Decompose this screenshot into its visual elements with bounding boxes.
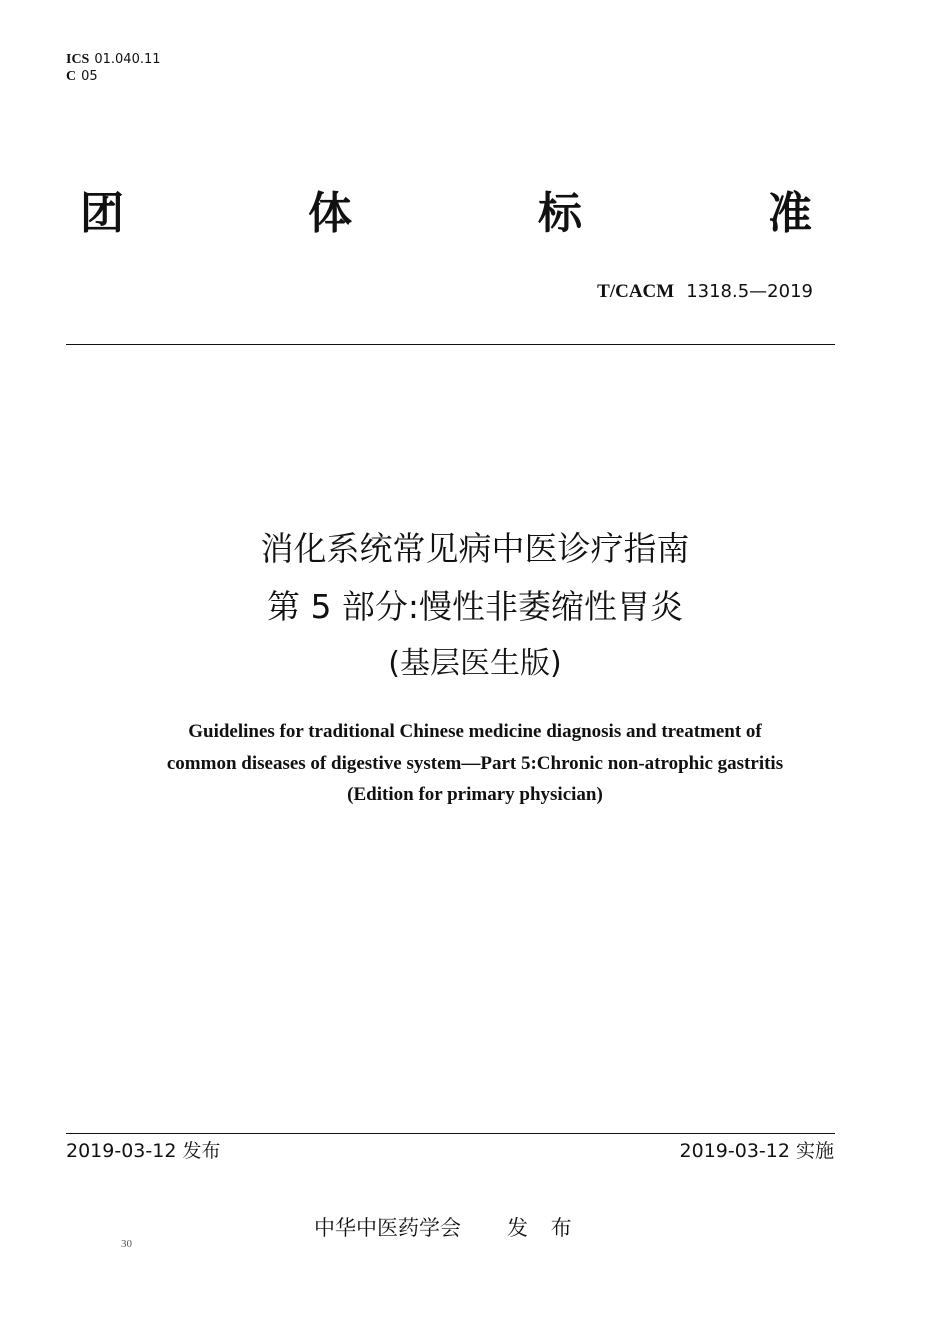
standard-number [597, 280, 813, 303]
ics-label: ICS [66, 52, 90, 67]
issue-date: 2019-03-12 发布 [66, 1140, 221, 1162]
heading-char-2: 体 [308, 188, 352, 239]
heading-char-3: 标 [538, 188, 582, 239]
ccs-line [66, 68, 161, 85]
standard-type-heading [80, 188, 820, 244]
ccs-label: C [66, 69, 77, 84]
publisher [314, 1215, 580, 1241]
publisher-name: 中华中医药学会 [314, 1216, 461, 1240]
ccs-code: 05 [81, 69, 98, 84]
title-en-line-1: Guidelines for traditional Chinese medicine diagnosis and treatment of [188, 721, 762, 742]
title-en-line-2: common diseases of digestive system—Part 5:Chronic non-atrophic gastritis [166, 753, 784, 774]
title-cn-line-3: (基层医生版) [388, 646, 562, 681]
title-cn-line-2: 第 5 部分:慢性非萎缩性胃炎 [266, 587, 684, 626]
top-divider [66, 344, 835, 345]
heading-char-4: 准 [768, 188, 812, 239]
standard-number-value: 1318.5—2019 [686, 281, 813, 302]
ics-code: 01.040.11 [94, 52, 161, 67]
title-cn-line-1: 消化系统常见病中医诊疗指南 [260, 529, 690, 568]
publisher-action: 发 布 [507, 1216, 580, 1240]
bottom-divider [66, 1133, 835, 1134]
implementation-date: 2019-03-12 实施 [679, 1140, 834, 1162]
title-en-line-3: (Edition for primary physician) [347, 784, 603, 805]
page-number: 30 [121, 1238, 132, 1250]
classification-codes [66, 51, 161, 85]
heading-char-1: 团 [80, 188, 124, 239]
standard-code: T/CACM [597, 281, 675, 302]
ics-line [66, 51, 161, 68]
